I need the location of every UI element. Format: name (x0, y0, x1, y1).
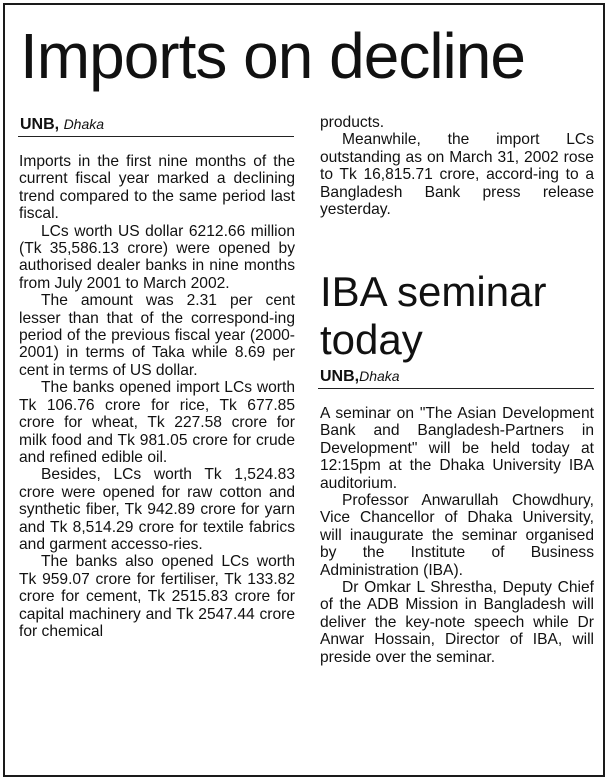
byline-story-2 (320, 368, 400, 386)
headline-iba-seminar-today: IBA seminar today (320, 268, 547, 363)
byline-rule (318, 388, 594, 389)
paragraph: The banks also opened LCs worth Tk 959.07 crore for fertiliser, Tk 133.82 crore for cement, Tk 2515.83 crore for capital machinery and Tk 2547.44 crore for chemical (19, 553, 295, 640)
story-1-column-right (320, 114, 594, 218)
paragraph: Imports in the first nine months of the current fiscal year marked a declining trend compared to the same period last fiscal. (19, 153, 295, 223)
paragraph: Professor Anwarullah Chowdhury, Vice Chancellor of Dhaka University, will inaugurate the seminar organised by the Institute of Business Administration (IBA). (320, 492, 594, 579)
story-2-column (320, 405, 594, 666)
paragraph: The amount was 2.31 per cent lesser than that of the correspond-ing period of the previous fiscal year (2000-2001) in terms of Taka while 8.69 per cent in terms of US dollar. (19, 292, 295, 379)
headline-imports-on-decline: Imports on decline (20, 20, 525, 92)
byline-source: UNB, (20, 116, 60, 133)
paragraph: products. (320, 114, 385, 131)
byline-source: UNB, (320, 368, 360, 385)
paragraph: LCs worth US dollar 6212.66 million (Tk 35,586.13 crore) were opened by authorised dealer banks in nine months from July 2001 to March 2002. (19, 222, 295, 292)
byline-location: Dhaka (63, 116, 105, 132)
paragraph: Meanwhile, the import LCs outstanding as on March 31, 2002 rose to Tk 16,815.71 crore, accord-ing to a Bangladesh Bank press release yesterday. (320, 131, 594, 219)
paragraph: A seminar on "The Asian Development Bank and Bangladesh-Partners in Development" will be held today at 12:15pm at the Dhaka University IBA auditorium. (320, 405, 594, 492)
paragraph: The banks opened import LCs worth Tk 106.76 crore for rice, Tk 677.85 crore for wheat, Tk 227.58 crore for milk food and Tk 981.05 crore for crude and refined edible oil. (19, 379, 295, 466)
byline-story-1 (20, 116, 104, 134)
byline-location: Dhaka (359, 368, 400, 384)
story-1-column-left (19, 153, 295, 640)
byline-rule (18, 136, 294, 137)
paragraph: Dr Omkar L Shrestha, Deputy Chief of the ADB Mission in Bangladesh will deliver the key-note speech while Dr Anwar Hossain, Director of IBA, will preside over the seminar. (320, 579, 594, 666)
paragraph: Besides, LCs worth Tk 1,524.83 crore were opened for raw cotton and synthetic fiber, Tk 942.89 crore for yarn and Tk 8,514.29 crore for textile fabrics and garment accesso-ries. (19, 466, 295, 553)
